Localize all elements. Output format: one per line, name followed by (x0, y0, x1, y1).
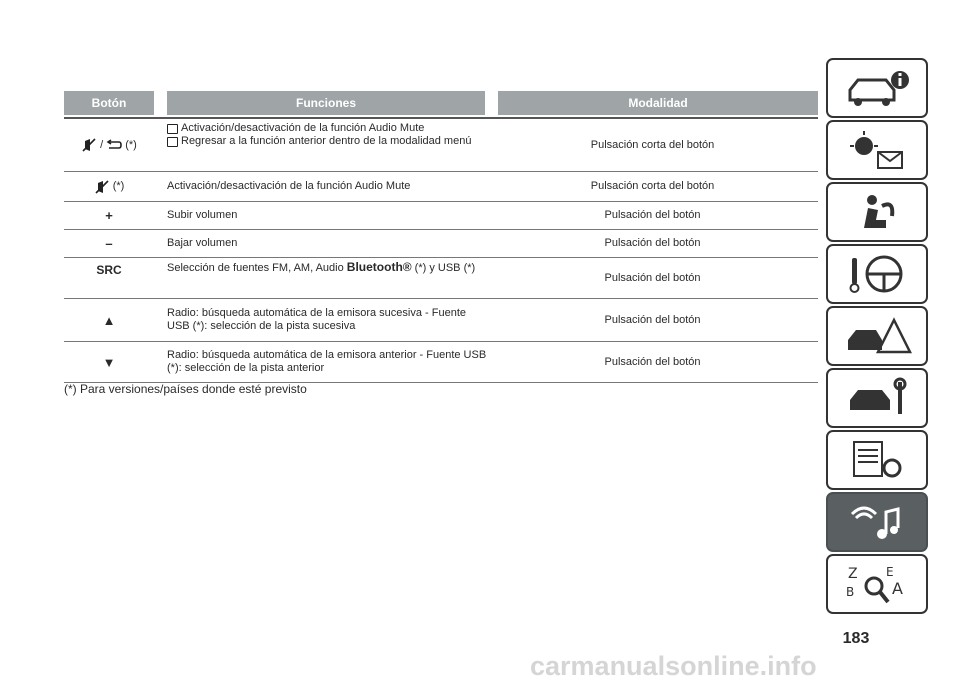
button-label: (*) (112, 180, 125, 192)
airbag-seat-icon (842, 190, 912, 234)
tab-technical-data[interactable] (826, 430, 928, 490)
steering-key-icon (842, 252, 912, 296)
function-cell: Subir volumen (167, 209, 238, 221)
svg-text:E: E (886, 565, 894, 579)
table-row (64, 342, 818, 383)
footnote: (*) Para versiones/países donde esté previsto (64, 382, 307, 396)
checkbox-bullet-icon (167, 137, 178, 147)
page-number: 183 (842, 630, 870, 647)
mode-cell: Pulsación del botón (604, 355, 701, 368)
function-cell (167, 119, 487, 171)
table-row (64, 299, 818, 342)
bluetooth-label: Bluetooth® (346, 260, 412, 274)
button-label-slash: / (100, 138, 104, 151)
tab-warning-lights[interactable] (826, 120, 928, 180)
table-row (64, 172, 818, 202)
tab-car-info[interactable] (826, 58, 928, 118)
table-row (64, 119, 818, 172)
function-cell: Bajar volumen (167, 237, 238, 249)
warning-lights-message-icon (842, 128, 912, 172)
multimedia-icon (842, 500, 912, 544)
function-text: (*) y USB (*) (414, 262, 476, 274)
function-text: Selección de fuentes FM, AM, Audio (167, 262, 344, 274)
breakdown-triangle-icon (842, 314, 912, 358)
function-cell: Activación/desactivación de la función Audio Mute (167, 180, 411, 192)
checkbox-bullet-icon (167, 124, 178, 134)
header-funciones: Funciones (167, 91, 485, 115)
mode-cell: Pulsación del botón (604, 271, 701, 284)
car-maintenance-icon (842, 376, 912, 420)
svg-text:B: B (846, 585, 855, 599)
function-line (167, 135, 487, 148)
svg-text:A: A (892, 579, 903, 598)
header-boton: Botón (64, 91, 154, 115)
tab-maintenance[interactable] (826, 368, 928, 428)
controls-table (64, 91, 818, 383)
tab-safety[interactable] (826, 182, 928, 242)
tab-emergency[interactable] (826, 306, 928, 366)
car-info-icon (842, 66, 912, 110)
mode-cell: Pulsación del botón (604, 237, 701, 249)
back-arrow-icon (106, 139, 122, 151)
function-cell: Radio: búsqueda automática de la emisora anterior - Fuente USB (*): selección de la pista anterior (167, 349, 487, 374)
table-header (64, 91, 818, 115)
button-label-footnote: (*) (125, 138, 137, 151)
src-button-label: SRC (96, 263, 122, 277)
table-row (64, 202, 818, 230)
tab-index[interactable] (826, 554, 928, 614)
mode-cell: Pulsación del botón (604, 313, 701, 326)
svg-text:Z: Z (848, 566, 858, 582)
function-cell: Radio: búsqueda automática de la emisora sucesiva - Fuente USB (*): selección de la pista sucesiva (167, 307, 467, 332)
mode-cell: Pulsación corta del botón (590, 138, 715, 151)
button-cell (64, 119, 154, 171)
table-row (64, 258, 818, 299)
tab-multimedia[interactable] (826, 492, 928, 552)
watermark: carmanualsonline.info (530, 651, 817, 681)
function-text: Regresar a la función anterior dentro de la modalidad menú (181, 135, 472, 147)
volume-down-button-label: – (105, 236, 113, 251)
table-row (64, 230, 818, 258)
alphabetical-index-icon (842, 562, 912, 606)
function-cell (167, 258, 487, 298)
tab-starting-driving[interactable] (826, 244, 928, 304)
function-text: Activación/desactivación de la función Audio Mute (181, 122, 425, 134)
seek-down-icon: ▼ (102, 354, 116, 370)
mute-icon (94, 180, 110, 194)
seek-up-icon: ▲ (102, 312, 116, 328)
header-modalidad: Modalidad (498, 91, 818, 115)
mute-icon (81, 138, 97, 152)
mode-cell: Pulsación corta del botón (590, 180, 715, 192)
function-line (167, 122, 487, 135)
mode-cell: Pulsación del botón (604, 209, 701, 221)
button-cell (64, 172, 154, 201)
volume-up-button-label: + (105, 208, 113, 223)
technical-data-icon (842, 438, 912, 482)
